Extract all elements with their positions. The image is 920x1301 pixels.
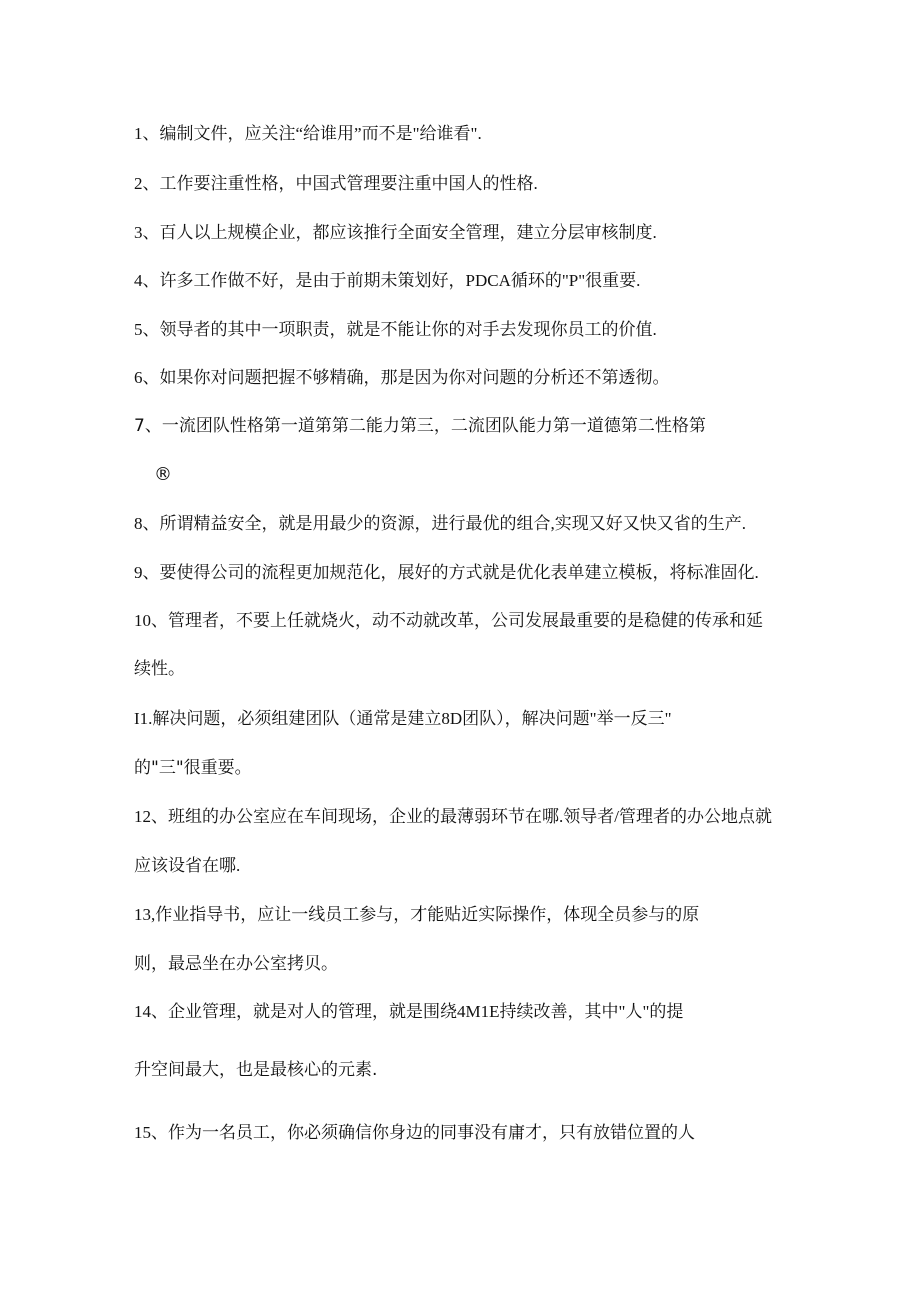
text-line-13: 13,作业指导书，应让一线员工参与，才能贴近实际操作，体现全员参与的原 <box>134 905 700 924</box>
text-line-5: 5、领导者的其中一项职责，就是不能让你的对手去发现你员工的价值. <box>134 320 657 339</box>
text-line-2: 2、工作要注重性格，中国式管理要注重中国人的性格. <box>134 174 538 193</box>
text-line-12-cont: 应该设省在哪. <box>134 856 241 875</box>
text-line-9: 9、要使得公司的流程更加规范化，展好的方式就是优化表单建立模板，将标准固化. <box>134 563 759 582</box>
text-line-14: 14、企业管理，就是对人的管理，就是围绕4M1E持续改善，其中"人"的提 <box>134 1002 684 1021</box>
text-line-10-cont: 续性。 <box>134 659 185 679</box>
text-line-11: I1.解决问题，必须组建团队（通常是建立8D团队），解决问题"举一反三" <box>134 709 672 728</box>
text-line-7: 7、一流团队性格第一道第第二能力第三，二流团队能力第一道德第二性格第 <box>134 416 706 436</box>
text-line-13-cont: 则，最忌坐在办公室拷贝。 <box>134 954 338 974</box>
text-line-8: 8、所谓精益安全，就是用最少的资源，进行最优的组合,实现又好又快又省的生产. <box>134 514 746 533</box>
text-line-14-cont: 升空间最大，也是最核心的元素. <box>134 1060 378 1080</box>
text-line-15: 15、作为一名员工，你必须确信你身边的同事没有庸才，只有放错位置的人 <box>134 1123 695 1142</box>
text-line-10: 10、管理者，不要上任就烧火，动不动就改革，公司发展最重要的是稳健的传承和延 <box>134 611 763 630</box>
text-line-4: 4、许多工作做不好，是由于前期未策划好，PDCA循环的"P"很重要. <box>134 271 641 290</box>
text-line-12: 12、班组的办公室应在车间现场，企业的最薄弱环节在哪.领导者/管理者的办公地点就 <box>134 807 772 826</box>
text-line-3: 3、百人以上规模企业，都应该推行全面安全管理，建立分层审核制度. <box>134 223 657 242</box>
text-line-11-cont: 的"三"很重要。 <box>134 758 252 778</box>
text-line-1: 1、编制文件，应关注“给谁用”而不是"给谁看". <box>134 124 482 143</box>
text-line-6: 6、如果你对问题把握不够精确，那是因为你对问题的分析还不第透彻。 <box>134 368 670 387</box>
registered-mark: ® <box>154 464 172 485</box>
